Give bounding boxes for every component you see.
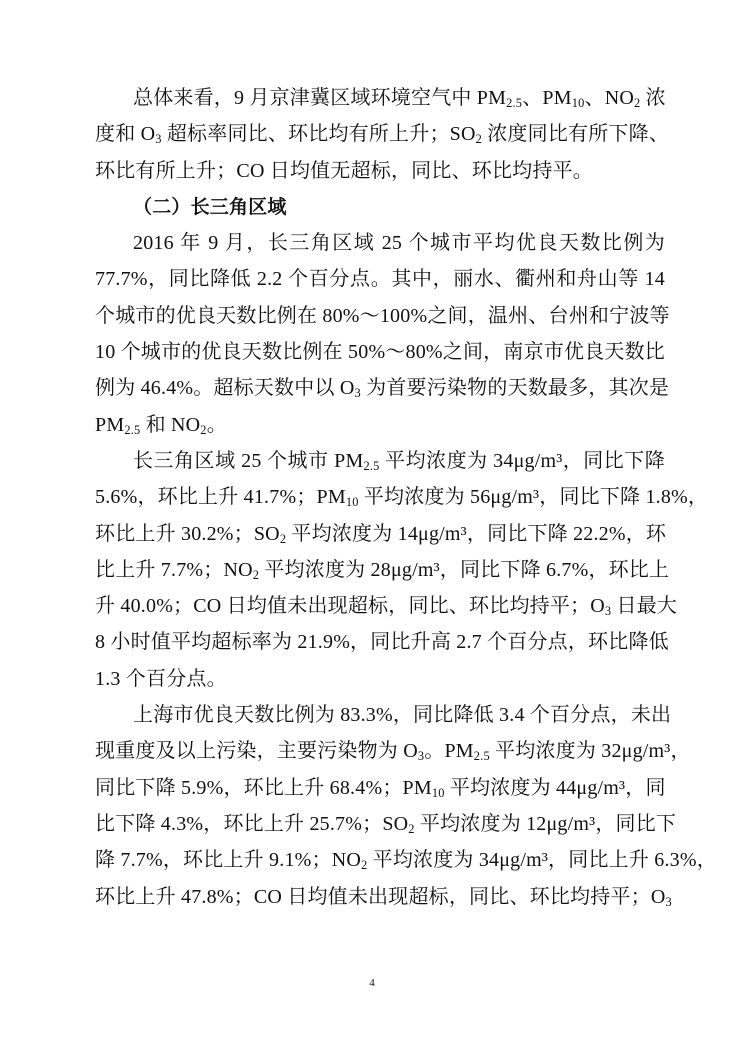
text-line: 1.3 个百分点。 — [95, 667, 227, 690]
text-line: 现重度及以上污染，主要污染物为 $O_3$。$PM_{2.5}$ 平均浓度为 32μg/m³， — [95, 740, 691, 764]
text-line: 同比下降 5.9%，环比上升 68.4%；$PM_{10}$ 平均浓度为 44μg/m³，同 — [95, 776, 666, 800]
text-line: 总体来看，9 月京津冀区域环境空气中 $PM_{2.5}$、$PM_{10}$、$NO_2$ 浓 — [133, 87, 666, 111]
section-heading — [95, 189, 665, 225]
page-number: 4 — [369, 977, 375, 989]
text-line: 环比有所上升；CO 日均值无超标，同比、环比均持平。 — [95, 159, 593, 182]
text-line: 比上升 7.7%；$NO_2$ 平均浓度为 28μg/m³，同比下降 6.7%，环比上 — [95, 558, 670, 582]
paragraph — [95, 443, 709, 697]
text-line: 上海市优良天数比例为 83.3%，同比降低 3.4 个百分点，未出 — [133, 704, 672, 727]
text-line: 度和 $O_3$ 超标率同比、环比均有所上升；$SO_2$ 浓度同比有所下降、 — [95, 123, 670, 147]
text-line: $PM_{2.5}$ 和 $NO_2$。 — [95, 413, 227, 437]
document-page — [95, 80, 717, 915]
text-line: 2016 年 9 月，长三角区域 25 个城市平均优良天数比例为 — [133, 232, 665, 255]
text-line: 比下降 4.3%，环比上升 25.7%；$SO_2$ 平均浓度为 12μg/m³，同比下 — [95, 812, 677, 837]
text-line: 10 个城市的优良天数比例在 50%～80%之间，南京市优良天数比 — [95, 341, 665, 364]
text-line: 升 40.0%；CO 日均值未出现超标，同比、环比均持平；$O_3$ 日最大 — [95, 595, 678, 619]
text-line: 个城市的优良天数比例在 80%～100%之间，温州、台州和宁波等 — [95, 304, 670, 327]
paragraph — [95, 80, 670, 189]
text-line: 环比上升 47.8%；CO 日均值未出现超标，同比、环比均持平；$O_3$ — [95, 885, 672, 909]
text-line: 降 7.7%，环比上升 9.1%；$NO_2$ 平均浓度为 34μg/m³，同比上升 6.3%， — [95, 849, 717, 873]
text-line: （二）长三角区域 — [133, 195, 287, 218]
text-line: 长三角区域 25 个城市 $PM_{2.5}$ 平均浓度为 34μg/m³，同比下降 — [133, 449, 666, 474]
paragraph — [95, 697, 717, 915]
text-line: 77.7%，同比降低 2.2 个百分点。其中，丽水、衢州和舟山等 14 — [95, 268, 665, 291]
text-line: 8 小时值平均超标率为 21.9%，同比升高 2.7 个百分点，环比降低 — [95, 631, 669, 654]
paragraph — [95, 225, 670, 443]
text-line: 环比上升 30.2%；$SO_2$ 平均浓度为 14μg/m³，同比下降 22.2%，环 — [95, 522, 667, 546]
text-line: 例为 46.4%。超标天数中以 $O_3$ 为首要污染物的天数最多，其次是 — [95, 377, 670, 401]
text-line: 5.6%，环比上升 41.7%；$PM_{10}$ 平均浓度为 56μg/m³，同比下降 1.8%， — [95, 486, 709, 510]
